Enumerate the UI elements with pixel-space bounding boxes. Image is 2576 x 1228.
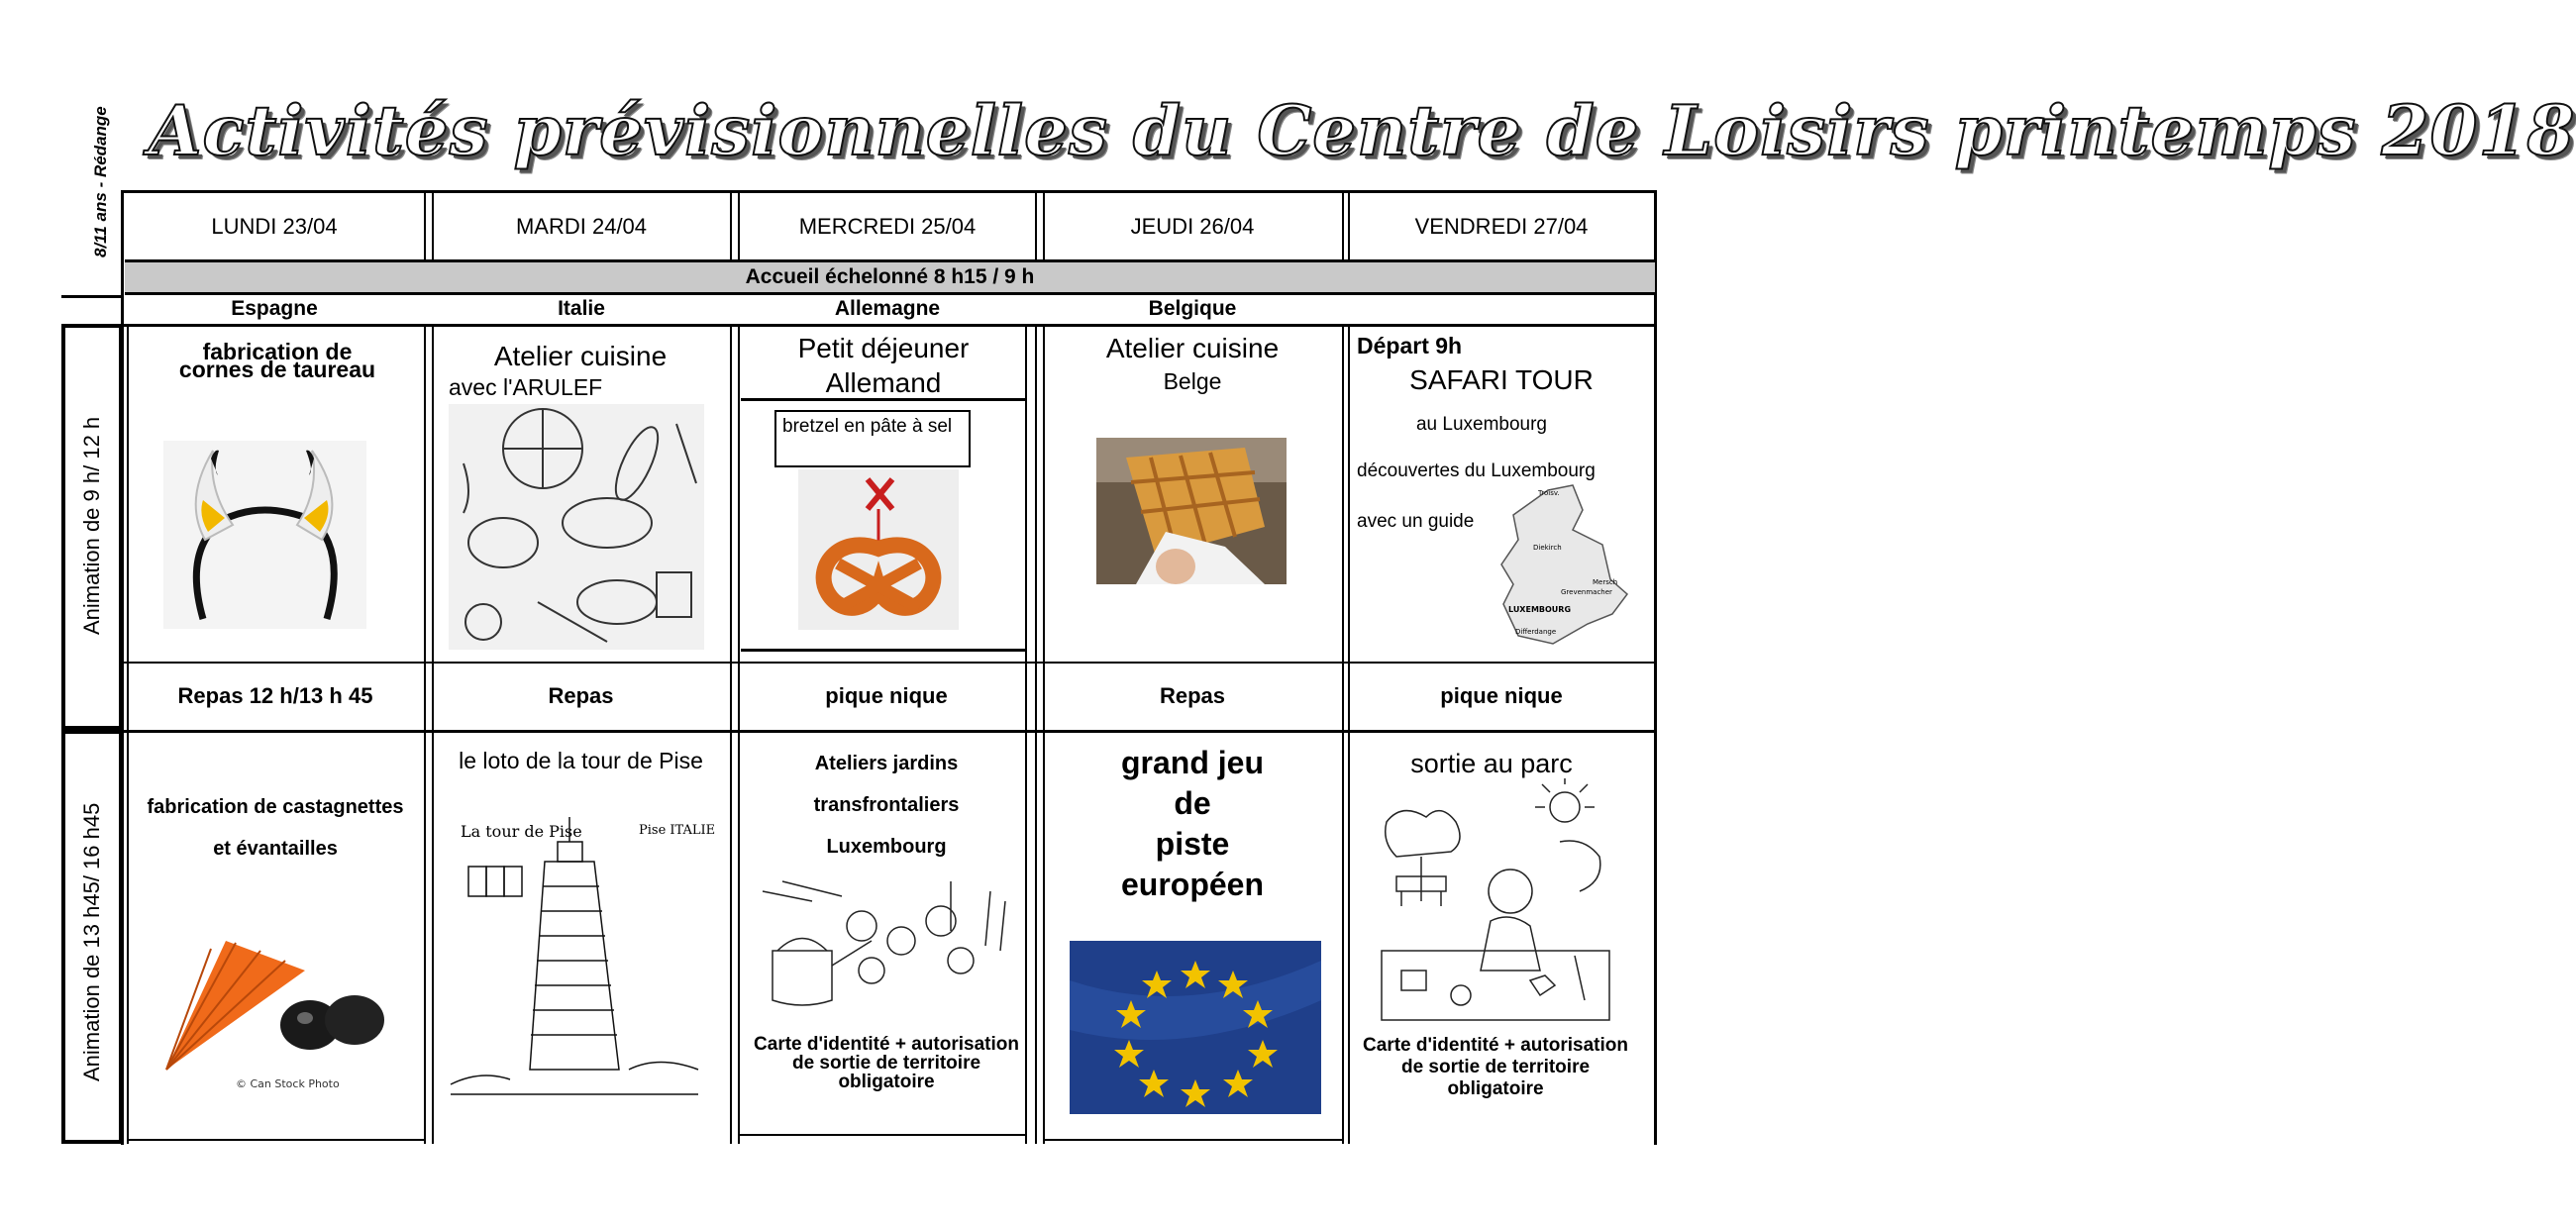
thursday-morning-origin: Belge	[1163, 368, 1222, 394]
day-header-friday: VENDREDI 27/04	[1414, 214, 1589, 239]
welcome-bar: Accueil échelonné 8 h15 / 9 h	[125, 259, 1655, 295]
map-label-differdange: Differdange	[1515, 628, 1557, 636]
garden-watering-can-sketch	[753, 871, 1020, 1020]
meal-friday: pique nique	[1440, 683, 1563, 708]
bull-horns-headband-illustration	[163, 441, 366, 629]
thursday-afternoon-activity-2: de	[1174, 785, 1211, 821]
thursday-morning-activity: Atelier cuisine	[1105, 333, 1280, 363]
day-header-thursday: JEUDI 26/04	[1130, 214, 1255, 239]
pisa-tower-sketch	[451, 812, 716, 1104]
tuesday-morning-activity: Atelier cuisine	[493, 341, 668, 371]
country-wednesday: Allemagne	[834, 297, 941, 320]
pisa-label-right: Pise ITALIE	[639, 823, 716, 838]
page-title: Activités prévisionnelles du Centre de Loisirs printemps 2018	[149, 91, 2576, 171]
monday-afternoon-activity: fabrication de castagnettes	[147, 796, 404, 818]
friday-destination: au Luxembourg	[1415, 414, 1548, 435]
age-group-label: 8/11 ans - Rédange	[91, 106, 110, 258]
tuesday-morning-partner: avec l'ARULEF	[449, 374, 603, 400]
park-sandbox-sketch	[1382, 782, 1609, 1035]
country-tuesday: Italie	[558, 297, 605, 320]
luxembourg-map-illustration	[1494, 485, 1628, 644]
image-credit: © Can Stock Photo	[236, 1077, 340, 1090]
friday-departure: Départ 9h	[1357, 333, 1463, 358]
side-divider	[61, 295, 121, 298]
map-label-mersch: Mersch	[1593, 578, 1618, 586]
morning-label-frame	[61, 324, 123, 730]
bretzel-note: bretzel en pâte à sel	[774, 410, 971, 467]
monday-afternoon-activity-2: et évantailles	[213, 838, 338, 860]
thursday-afternoon-activity-3: piste	[1155, 826, 1230, 862]
wednesday-afternoon-activity-2: transfrontaliers	[813, 794, 960, 816]
fan-and-castanets-illustration	[156, 931, 404, 1099]
country-monday: Espagne	[231, 297, 318, 320]
pisa-label-left: La tour de Pise	[461, 822, 582, 841]
thursday-afternoon-activity-1: grand jeu	[1120, 745, 1264, 780]
map-label-diekirch: Diekirch	[1533, 544, 1562, 552]
belgian-waffle-photo	[1096, 438, 1287, 584]
wednesday-id-requirement: Carte d'identité + autorisation de sortie de territoire obligatoire	[754, 1034, 1019, 1092]
monday-morning-activity: fabrication de cornes de taureau	[178, 339, 376, 382]
cooking-utensils-sketch	[449, 404, 704, 650]
afternoon-label: Animation de 13 h45/ 16 h45	[79, 802, 104, 1081]
friday-afternoon-activity: sortie au parc	[1410, 749, 1573, 778]
friday-discovery: découvertes du Luxembourg	[1357, 460, 1596, 481]
friday-morning-activity: SAFARI TOUR	[1409, 364, 1594, 395]
day-header-tuesday: MARDI 24/04	[515, 214, 648, 239]
wednesday-afternoon-location: Luxembourg	[826, 836, 947, 858]
wednesday-afternoon-activity: Ateliers jardins	[814, 753, 959, 774]
map-label-grevenmacher: Grevenmacher	[1561, 588, 1612, 596]
meal-monday: Repas 12 h/13 h 45	[177, 683, 373, 708]
map-label-troisvierges: Troisv.	[1538, 489, 1560, 497]
map-label-luxembourg: LUXEMBOURG	[1508, 605, 1572, 614]
wednesday-morning-activity: Petit déjeuner Allemand	[797, 333, 970, 398]
meal-wednesday: pique nique	[825, 683, 948, 708]
bretzel-illustration	[798, 469, 959, 630]
friday-guide: avec un guide	[1357, 511, 1475, 532]
thursday-afternoon-activity-4: européen	[1120, 867, 1265, 902]
morning-label: Animation de 9 h/ 12 h	[79, 416, 104, 636]
meal-tuesday: Repas	[548, 683, 614, 708]
day-header-wednesday: MERCREDI 25/04	[798, 214, 977, 239]
friday-id-requirement: Carte d'identité + autorisation de sortie de territoire obligatoire	[1363, 1035, 1628, 1099]
tuesday-afternoon-activity: le loto de la tour de Pise	[459, 748, 703, 773]
eu-flag-illustration	[1070, 941, 1321, 1114]
meal-thursday: Repas	[1159, 683, 1226, 708]
afternoon-label-frame	[61, 730, 123, 1144]
country-thursday: Belgique	[1148, 297, 1237, 320]
day-header-monday: LUNDI 23/04	[211, 214, 338, 239]
